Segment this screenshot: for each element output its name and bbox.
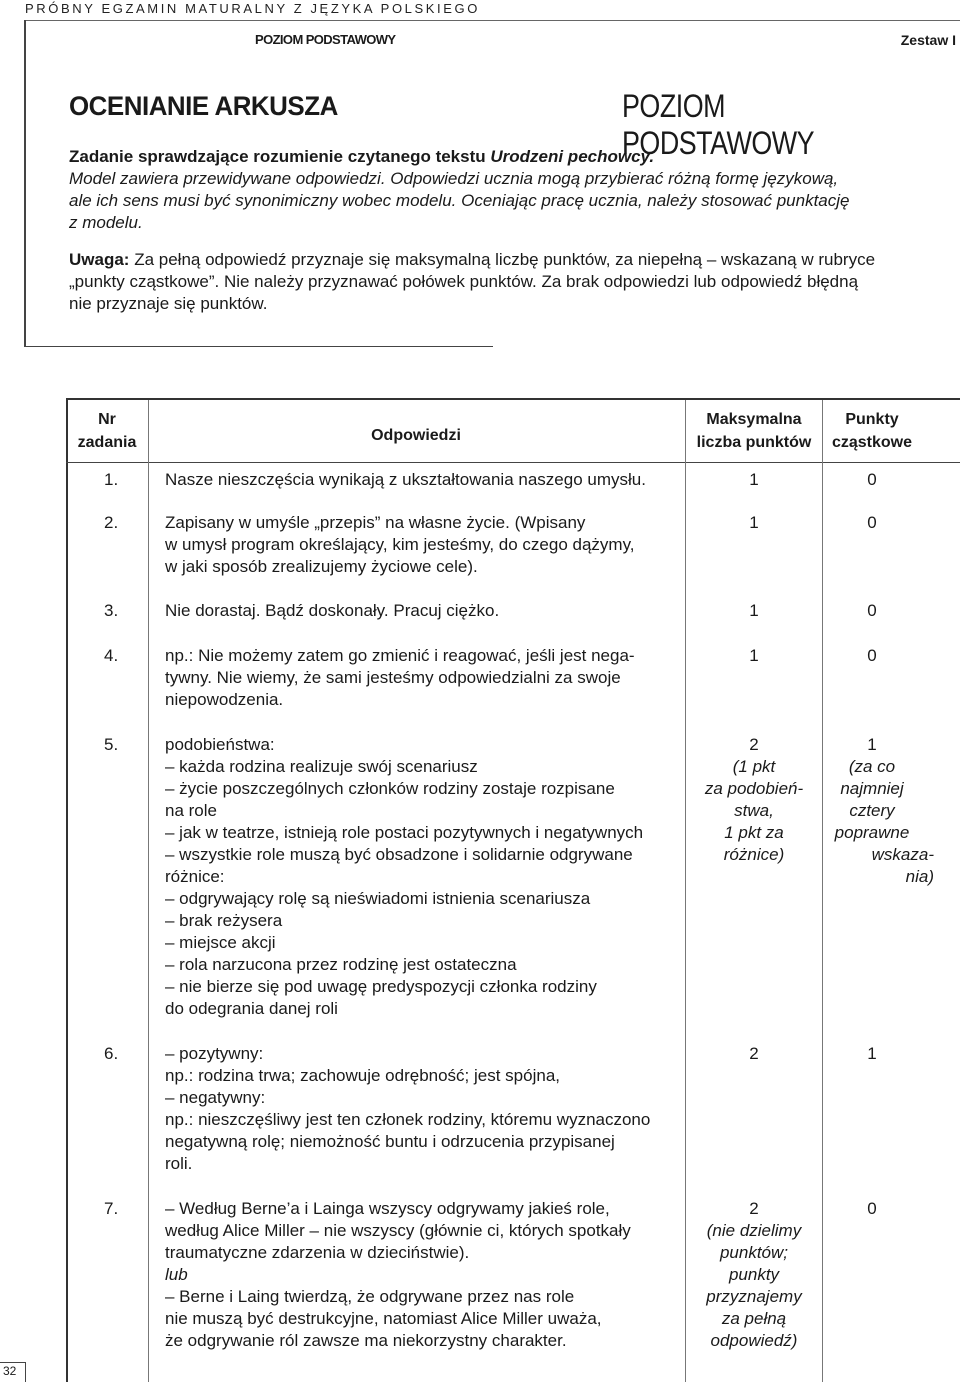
answer-line: – każda rodzina realizuje swój scenariusz — [165, 757, 478, 776]
answer-line: np.: nieszczęśliwy jest ten członek rodziny, któremu wyznaczono — [165, 1110, 651, 1129]
max-points-line: (nie dzielimy — [706, 1221, 802, 1240]
max-points-cell — [686, 600, 822, 622]
answer-line: w jaki sposób zrealizujemy życiowe cele). — [165, 557, 478, 576]
max-points-cell — [686, 1043, 822, 1065]
task-number: 7. — [104, 1199, 119, 1218]
partial-points-line: 1 — [867, 1044, 877, 1063]
partial-points-cell — [810, 469, 934, 491]
intro-lead: Zadanie sprawdzające rozumienie czytanego tekstu — [69, 147, 491, 166]
answer-line: – miejsce akcji — [165, 933, 276, 952]
answer-line: np.: Nie możemy zatem go zmienić i reagować, jeśli jest nega- — [165, 646, 635, 665]
max-points-cell — [686, 645, 822, 667]
header-box-top-line — [24, 20, 960, 21]
partial-points-line: 0 — [867, 646, 877, 665]
partial-points-line: 1 — [867, 735, 877, 754]
partial-points-cell — [810, 512, 934, 534]
header-partial-points: Punkty cząstkowe — [831, 411, 913, 451]
max-points-line: odpowiedź) — [710, 1331, 798, 1350]
answer-line: – jak w teatrze, istnieją role postaci pozytywnych i negatywnych — [165, 823, 644, 842]
max-points-line: przyznajemy — [706, 1287, 802, 1306]
table-header-separator — [66, 462, 960, 463]
answer-cell — [165, 1198, 681, 1352]
answer-line: Nie dorastaj. Bądź doskonały. Pracuj ciężko. — [165, 601, 500, 620]
answer-line: np.: rodzina trwa; zachowuje odrębność; jest spójna, — [165, 1066, 561, 1085]
page-title: OCENIANIE ARKUSZA — [69, 91, 338, 121]
answer-cell — [165, 600, 681, 622]
answer-line: nie muszą być destrukcyjne, natomiast Alice Miller uważa, — [165, 1309, 602, 1328]
table-left-border — [66, 398, 68, 1382]
max-points-line: za podobień- — [704, 779, 804, 798]
partial-points-line: nia) — [905, 867, 934, 886]
answer-line: Zapisany w umyśle „przepis” na własne życie. (Wpisany — [165, 513, 586, 532]
intro-line: z modelu. — [69, 213, 143, 232]
note-label: Uwaga: — [69, 250, 130, 269]
column-separator — [822, 400, 823, 1382]
answer-line: tywny. Nie wiemy, że sami jesteśmy odpowiedzialni za swoje — [165, 668, 621, 687]
answer-line: – Według Berne’a i Lainga wszyscy odgrywamy jakieś role, — [165, 1199, 610, 1218]
task-number: 3. — [104, 601, 119, 620]
header-task-number: Nr zadania — [77, 411, 137, 451]
note-text — [69, 249, 949, 315]
answer-cell — [165, 512, 681, 578]
answer-line: – Berne i Laing twierdzą, że odgrywane przez nas role — [165, 1287, 575, 1306]
header-box-bottom-line — [24, 346, 493, 347]
answer-line: – pozytywny: — [165, 1044, 264, 1063]
answer-line: według Alice Miller – nie wszyscy (głównie ci, których spotkały — [165, 1221, 631, 1240]
max-points-line: punkty — [728, 1265, 780, 1284]
max-points-cell — [686, 469, 822, 491]
note-line: nie przyznaje się punktów. — [69, 294, 268, 313]
answer-line: traumatyczne zdarzenia w dzieciństwie). — [165, 1243, 470, 1262]
max-points-line: różnice) — [723, 845, 785, 864]
partial-points-line: 0 — [867, 601, 877, 620]
max-points-line: 2 — [749, 1044, 759, 1063]
max-points-line: 1 — [749, 646, 759, 665]
answer-line: do odegrania danej roli — [165, 999, 338, 1018]
answer-cell — [165, 1043, 681, 1175]
answer-line: roli. — [165, 1154, 193, 1173]
answer-line: – negatywny: — [165, 1088, 266, 1107]
partial-points-cell — [810, 1043, 934, 1065]
max-points-line: 2 — [749, 1199, 759, 1218]
column-separator — [148, 400, 149, 1382]
answer-line: podobieństwa: — [165, 735, 275, 754]
intro-line: ale ich sens musi być synonimiczny wobec modelu. Oceniając pracę ucznia, należy stosować punktację — [69, 191, 850, 210]
task-number: 2. — [104, 513, 119, 532]
answer-line: – odgrywający rolę są nieświadomi istnienia scenariusza — [165, 889, 591, 908]
intro-line: Model zawiera przewidywane odpowiedzi. Odpowiedzi ucznia mogą przybierać różną formę językową, — [69, 169, 839, 188]
max-points-line: stwa, — [734, 801, 774, 820]
answer-cell — [165, 734, 681, 1020]
answer-line: że odgrywanie ról zawsze ma niekorzystny charakter. — [165, 1331, 567, 1350]
task-number: 4. — [104, 646, 119, 665]
max-points-line: 1 — [749, 470, 759, 489]
partial-points-line: (za co — [848, 757, 896, 776]
header-box-left-line — [24, 20, 26, 347]
answer-line: Nasze nieszczęścia wynikają z ukształtowania naszego umysłu. — [165, 470, 646, 489]
max-points-line: 1 — [749, 601, 759, 620]
task-number: 6. — [104, 1044, 119, 1063]
answer-cell — [165, 469, 681, 491]
note-first: Za pełną odpowiedź przyznaje się maksymalną liczbę punktów, za niepełną – wskazaną w rubryce — [129, 250, 876, 269]
max-points-line: 2 — [749, 735, 759, 754]
intro-lead-title: Urodzeni pechowcy. — [490, 147, 655, 166]
header-answers: Odpowiedzi — [371, 427, 461, 444]
max-points-cell — [686, 1198, 822, 1352]
answer-line: – brak reżysera — [165, 911, 283, 930]
partial-points-cell — [810, 645, 934, 667]
page-title-right: POZIOM PODSTAWOWY — [622, 88, 815, 161]
answer-line: różnice: — [165, 867, 225, 886]
task-number: 5. — [104, 735, 119, 754]
level-label: POZIOM PODSTAWOWY — [255, 32, 396, 47]
header-max-points: Maksymalna liczba punktów — [696, 411, 812, 451]
partial-points-line: 0 — [867, 513, 877, 532]
answer-line: negatywną rolę; niemożność buntu i odrzucenia przypisanej — [165, 1132, 615, 1151]
max-points-line: 1 pkt za — [724, 823, 784, 842]
task-number: 1. — [104, 470, 119, 489]
table-top-border — [66, 398, 960, 400]
answer-line: niepowodzenia. — [165, 690, 284, 709]
series-title: PRÓBNY EGZAMIN MATURALNY Z JĘZYKA POLSKIEGO — [25, 1, 480, 16]
partial-points-line: wskaza- — [871, 845, 934, 864]
max-points-line: za pełną — [721, 1309, 787, 1328]
partial-points-cell — [810, 1198, 934, 1220]
partial-points-line: najmniej — [840, 779, 904, 798]
partial-points-line: 0 — [867, 470, 877, 489]
answer-line: na role — [165, 801, 217, 820]
answer-line: – wszystkie role muszą być obsadzone i solidarnie odgrywane — [165, 845, 633, 864]
max-points-line: (1 pkt — [732, 757, 776, 776]
intro-text — [69, 146, 949, 234]
partial-points-line: cztery — [849, 801, 895, 820]
page-number: 32 — [3, 1364, 17, 1378]
partial-points-cell — [810, 600, 934, 622]
answer-line: – życie poszczególnych członków rodziny zostaje rozpisane — [165, 779, 615, 798]
max-points-cell — [686, 512, 822, 534]
max-points-cell — [686, 734, 822, 866]
max-points-line: punktów; — [719, 1243, 789, 1262]
answer-line: w umysł program określający, kim jesteśmy, do czego dążymy, — [165, 535, 635, 554]
answer-line: – nie bierze się pod uwagę predyspozycji członka rodziny — [165, 977, 597, 996]
answer-line: lub — [165, 1265, 188, 1284]
answer-cell — [165, 645, 681, 711]
partial-points-line: poprawne — [834, 823, 910, 842]
note-line: „punkty cząstkowe”. Nie należy przyznawać połówek punktów. Za brak odpowiedzi lub odpowiedź błędną — [69, 272, 859, 291]
partial-points-cell — [810, 734, 934, 888]
max-points-line: 1 — [749, 513, 759, 532]
partial-points-line: 0 — [867, 1199, 877, 1218]
answer-line: – rola narzucona przez rodzinę jest ostateczna — [165, 955, 517, 974]
set-label: Zestaw I — [900, 32, 956, 48]
